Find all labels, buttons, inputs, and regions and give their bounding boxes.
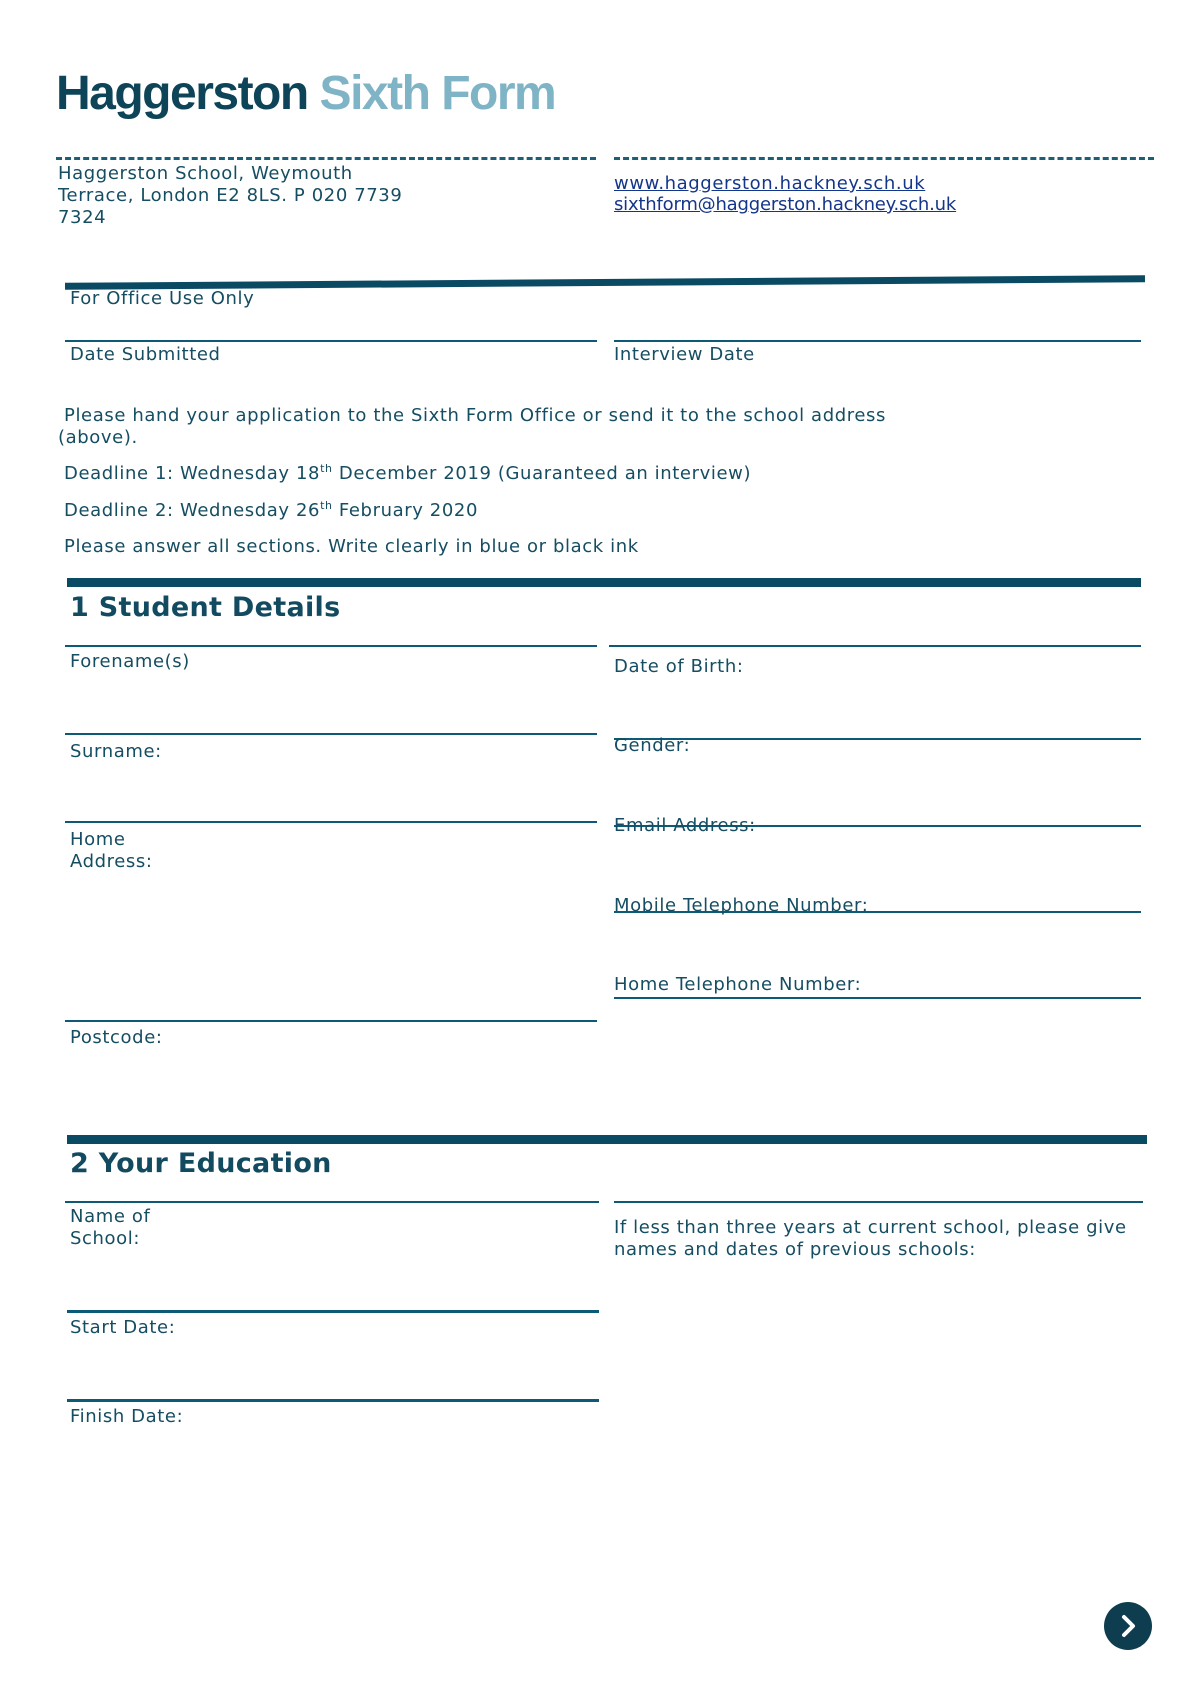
- postcode-label: Postcode:: [70, 1027, 163, 1048]
- answer-all-instruction: Please answer all sections. Write clearly in blue or black ink: [64, 536, 639, 557]
- office-use-title: For Office Use Only: [70, 288, 255, 309]
- dob-label: Date of Birth:: [614, 656, 744, 677]
- divider: [614, 997, 1141, 999]
- email-address-label: Email Address:: [614, 815, 756, 836]
- chevron-right-icon: [1115, 1613, 1141, 1639]
- section2-rule: [67, 1135, 1147, 1144]
- divider: [67, 1399, 599, 1402]
- deadline-1: Deadline 1: Wednesday 18th December 2019 (Guaranteed an interview): [64, 462, 752, 484]
- divider: [65, 1201, 599, 1203]
- divider: [609, 645, 1141, 647]
- divider: [65, 733, 597, 735]
- divider: [614, 738, 1141, 740]
- surname-label: Surname:: [70, 741, 162, 762]
- start-date-label: Start Date:: [70, 1317, 176, 1338]
- gender-label: Gender:: [614, 735, 691, 756]
- school-logo: [56, 66, 555, 121]
- divider: [614, 1201, 1143, 1203]
- section1-heading: 1 Student Details: [70, 592, 341, 623]
- school-address: Haggerston School, Weymouth Terrace, London E2 8LS. P 020 7739 7324: [58, 163, 403, 228]
- previous-schools-label: If less than three years at current school, please give names and dates of previous schools:: [614, 1217, 1127, 1260]
- office-divider-left: [65, 340, 597, 342]
- next-page-button[interactable]: [1104, 1602, 1152, 1650]
- section1-rule: [67, 578, 1141, 587]
- forenames-label: Forename(s): [70, 651, 190, 672]
- finish-date-label: Finish Date:: [70, 1406, 184, 1427]
- logo-text-sixth-form: Sixth Form: [319, 67, 556, 120]
- header-divider-left: [56, 157, 596, 160]
- divider: [65, 1020, 597, 1022]
- hand-in-instructions: Please hand your application to the Sixth Form Office or send it to the school address (above).: [58, 405, 886, 448]
- divider: [65, 645, 597, 647]
- logo-text-haggerston: Haggerston: [56, 67, 308, 120]
- office-divider-right: [614, 340, 1141, 342]
- header-divider-right: [614, 157, 1154, 160]
- mobile-phone-label: Mobile Telephone Number:: [614, 895, 869, 916]
- website-link[interactable]: www.haggerston.hackney.sch.uk: [614, 173, 926, 194]
- school-name-label: Name of School:: [70, 1206, 151, 1249]
- divider: [65, 821, 597, 823]
- date-submitted-label: Date Submitted: [70, 344, 221, 365]
- email-link[interactable]: sixthform@haggerston.hackney.sch.uk: [614, 194, 957, 215]
- section2-heading: 2 Your Education: [70, 1148, 332, 1179]
- deadline-2: Deadline 2: Wednesday 26th February 2020: [64, 499, 478, 521]
- divider: [67, 1310, 599, 1313]
- interview-date-label: Interview Date: [614, 344, 755, 365]
- home-phone-label: Home Telephone Number:: [614, 974, 862, 995]
- home-address-label: Home Address:: [70, 829, 153, 872]
